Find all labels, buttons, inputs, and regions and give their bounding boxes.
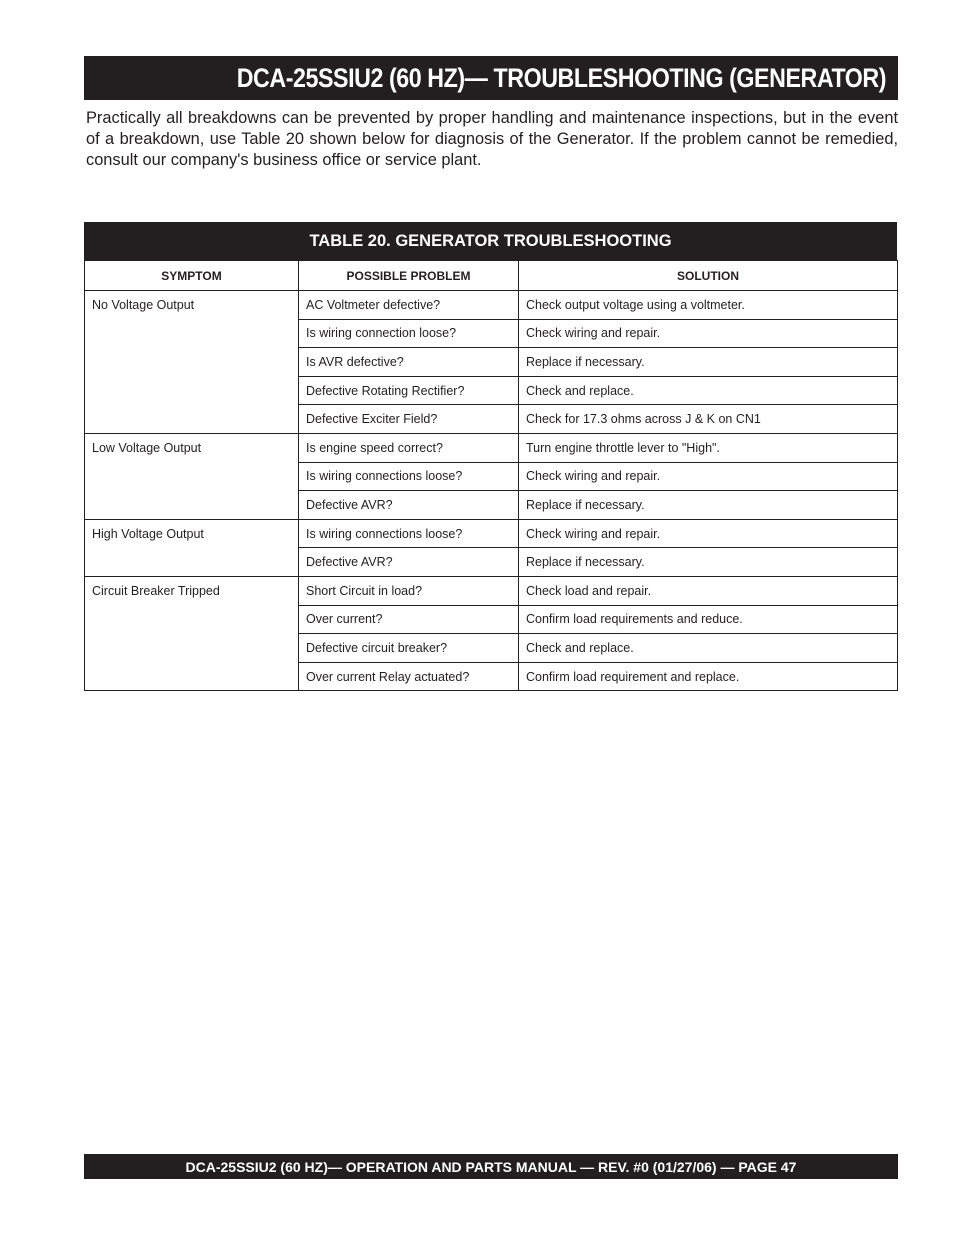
solution-cell: Replace if necessary. [519,348,898,377]
solution-cell: Check and replace. [519,376,898,405]
problem-cell: Defective AVR? [299,548,519,577]
problem-cell: Is wiring connection loose? [299,319,519,348]
problem-cell: Is AVR defective? [299,348,519,377]
solution-cell: Replace if necessary. [519,548,898,577]
problem-cell: Defective Exciter Field? [299,405,519,434]
problem-cell: Is wiring connections loose? [299,519,519,548]
table-row [85,519,898,548]
page-footer [84,1154,898,1179]
symptom-cell: Low Voltage Output [85,433,299,519]
problem-cell: Defective circuit breaker? [299,634,519,663]
table-header-row [85,261,898,291]
troubleshooting-table [84,260,898,691]
problem-cell: Short Circuit in load? [299,576,519,605]
column-header-solution: SOLUTION [519,261,898,291]
solution-cell: Check wiring and repair. [519,519,898,548]
troubleshooting-table-container [84,222,897,691]
solution-cell: Check wiring and repair. [519,462,898,491]
solution-cell: Confirm load requirement and replace. [519,662,898,691]
footer-text: DCA-25SSIU2 (60 HZ)— OPERATION AND PARTS MANUAL — REV. #0 (01/27/06) — PAGE 47 [185,1158,797,1175]
column-header-problem: POSSIBLE PROBLEM [299,261,519,291]
solution-cell: Check wiring and repair. [519,319,898,348]
solution-cell: Turn engine throttle lever to "High". [519,433,898,462]
intro-paragraph: Practically all breakdowns can be prevented by proper handling and maintenance inspections, but in the event of a breakdown, use Table 20 shown below for diagnosis of the Generator. If the problem cannot be remedied, consult our company's business office or service plant. [86,109,898,169]
solution-cell: Confirm load requirements and reduce. [519,605,898,634]
column-header-symptom: SYMPTOM [85,261,299,291]
table-row [85,576,898,605]
symptom-cell: Circuit Breaker Tripped [85,576,299,690]
solution-cell: Check for 17.3 ohms across J & K on CN1 [519,405,898,434]
problem-cell: Over current? [299,605,519,634]
table-row [85,433,898,462]
solution-cell: Check and replace. [519,634,898,663]
table-row [85,291,898,320]
problem-cell: Defective Rotating Rectifier? [299,376,519,405]
solution-cell: Replace if necessary. [519,491,898,520]
problem-cell: Is wiring connections loose? [299,462,519,491]
symptom-cell: No Voltage Output [85,291,299,434]
problem-cell: Over current Relay actuated? [299,662,519,691]
page-title: DCA-25SSIU2 (60 HZ)— TROUBLESHOOTING (GENERATOR) [236,62,886,93]
solution-cell: Check output voltage using a voltmeter. [519,291,898,320]
problem-cell: AC Voltmeter defective? [299,291,519,320]
problem-cell: Is engine speed correct? [299,433,519,462]
symptom-cell: High Voltage Output [85,519,299,576]
table-caption: TABLE 20. GENERATOR TROUBLESHOOTING [84,222,897,260]
page-header [84,56,898,100]
solution-cell: Check load and repair. [519,576,898,605]
problem-cell: Defective AVR? [299,491,519,520]
